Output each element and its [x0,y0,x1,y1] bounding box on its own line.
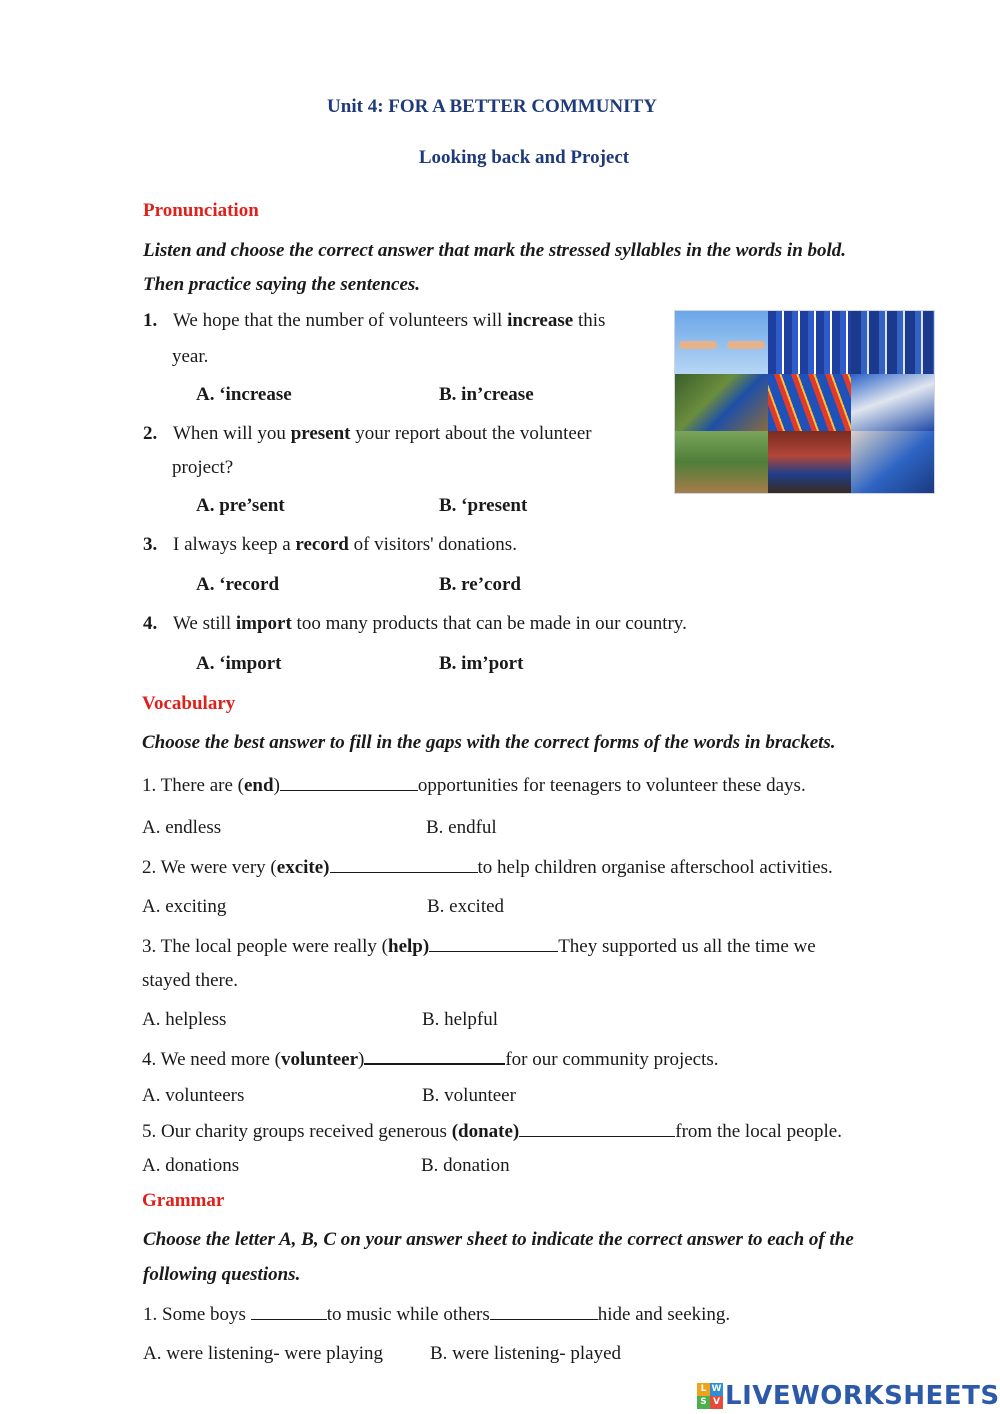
stressed-word: increase [507,310,574,331]
option-a[interactable]: A. donations [142,1155,240,1176]
pronunciation-question-1: 1. We hope that the number of volunteers will increase this [143,310,606,331]
answer-blank[interactable] [519,1120,675,1137]
grammar-question-1: 1. Some boys to music while others hide and seeking. [143,1304,731,1325]
option-a[interactable]: A. helpless [142,1009,227,1030]
stressed-word: import [235,613,292,634]
option-b[interactable]: B. donation [421,1155,510,1176]
option-b[interactable]: B. volunteer [422,1085,516,1106]
option-b[interactable]: B. were listening- played [430,1343,622,1364]
photo-volunteer-group [768,311,851,374]
option-a[interactable]: A. pre’sent [196,495,285,516]
section-heading-vocabulary: Vocabulary [142,693,236,714]
section-heading-grammar: Grammar [142,1190,225,1211]
photo-volunteers-working [675,374,768,431]
pronunciation-question-4: 4. We still import too many products that can be made in our country. [143,613,687,634]
logo-text: LIVEWORKSHEETS [725,1381,1000,1411]
option-b[interactable]: B. in’crease [439,384,534,405]
stressed-word: present [290,423,351,444]
photo-helping-elderly [851,431,934,493]
liveworksheets-logo-icon: L W S V [697,1383,723,1409]
grammar-instruction: Choose the letter A, B, C on your answer sheet to indicate the correct answer to each of the [143,1229,854,1250]
page-title: Unit 4: FOR A BETTER COMMUNITY [327,96,657,117]
answer-blank[interactable] [251,1303,327,1320]
stressed-word: record [295,534,349,555]
photo-road-building [675,431,768,493]
answer-blank[interactable] [429,935,558,952]
option-b[interactable]: B. im’port [439,653,524,674]
pronunciation-question-1-cont: year. [172,346,209,367]
vocabulary-question-5: 5. Our charity groups received generous (donate) from the local people. [142,1121,842,1142]
pronunciation-question-2: 2. When will you present your report about the volunteer [143,423,592,444]
option-b[interactable]: B. endful [426,817,497,838]
vocabulary-question-4: 4. We need more (volunteer) for our community projects. [142,1049,719,1070]
volunteer-photo-collage [674,310,935,494]
option-a[interactable]: A. ‘increase [196,384,292,405]
option-a[interactable]: A. exciting [142,896,227,917]
photo-handshake [675,311,768,374]
vocabulary-question-3: 3. The local people were really (help) They supported us all the time we [142,936,816,957]
pronunciation-question-3: 3. I always keep a record of visitors' donations. [143,534,517,555]
vocabulary-question-2: 2. We were very (excite) to help children organise afterschool activities. [142,857,833,878]
option-b[interactable]: B. ‘present [439,495,528,516]
option-b[interactable]: B. helpful [422,1009,498,1030]
section-heading-pronunciation: Pronunciation [143,200,259,221]
pronunciation-instruction: Listen and choose the correct answer that mark the stressed syllables in the words in bold. [143,240,847,261]
option-a[interactable]: A. volunteers [142,1085,245,1106]
pronunciation-instruction-cont: Then practice saying the sentences. [143,274,421,295]
liveworksheets-logo[interactable] [697,1379,1000,1413]
option-a[interactable]: A. ‘record [196,574,280,595]
answer-blank[interactable] [490,1303,598,1320]
photo-flags-celebration [768,374,851,431]
page-subtitle: Looking back and Project [418,147,630,168]
option-a[interactable]: A. were listening- were playing [143,1343,384,1364]
pronunciation-question-2-cont: project? [172,457,234,478]
option-b[interactable]: B. re’cord [439,574,521,595]
vocabulary-instruction: Choose the best answer to fill in the gaps with the correct forms of the words in brackets. [142,732,836,753]
answer-blank[interactable] [280,774,418,791]
photo-volunteer-crowd [851,311,934,374]
answer-blank[interactable] [330,856,478,873]
option-b[interactable]: B. excited [427,896,505,917]
vocabulary-question-3-cont: stayed there. [142,970,239,991]
photo-volunteer-portrait [851,374,934,431]
option-a[interactable]: A. endless [142,817,222,838]
answer-blank[interactable] [364,1047,505,1065]
photo-ceremony-stage [768,431,851,493]
grammar-instruction-cont: following questions. [143,1264,301,1285]
vocabulary-question-1: 1. There are (end) opportunities for teenagers to volunteer these days. [142,775,806,796]
option-a[interactable]: A. ‘import [196,653,282,674]
